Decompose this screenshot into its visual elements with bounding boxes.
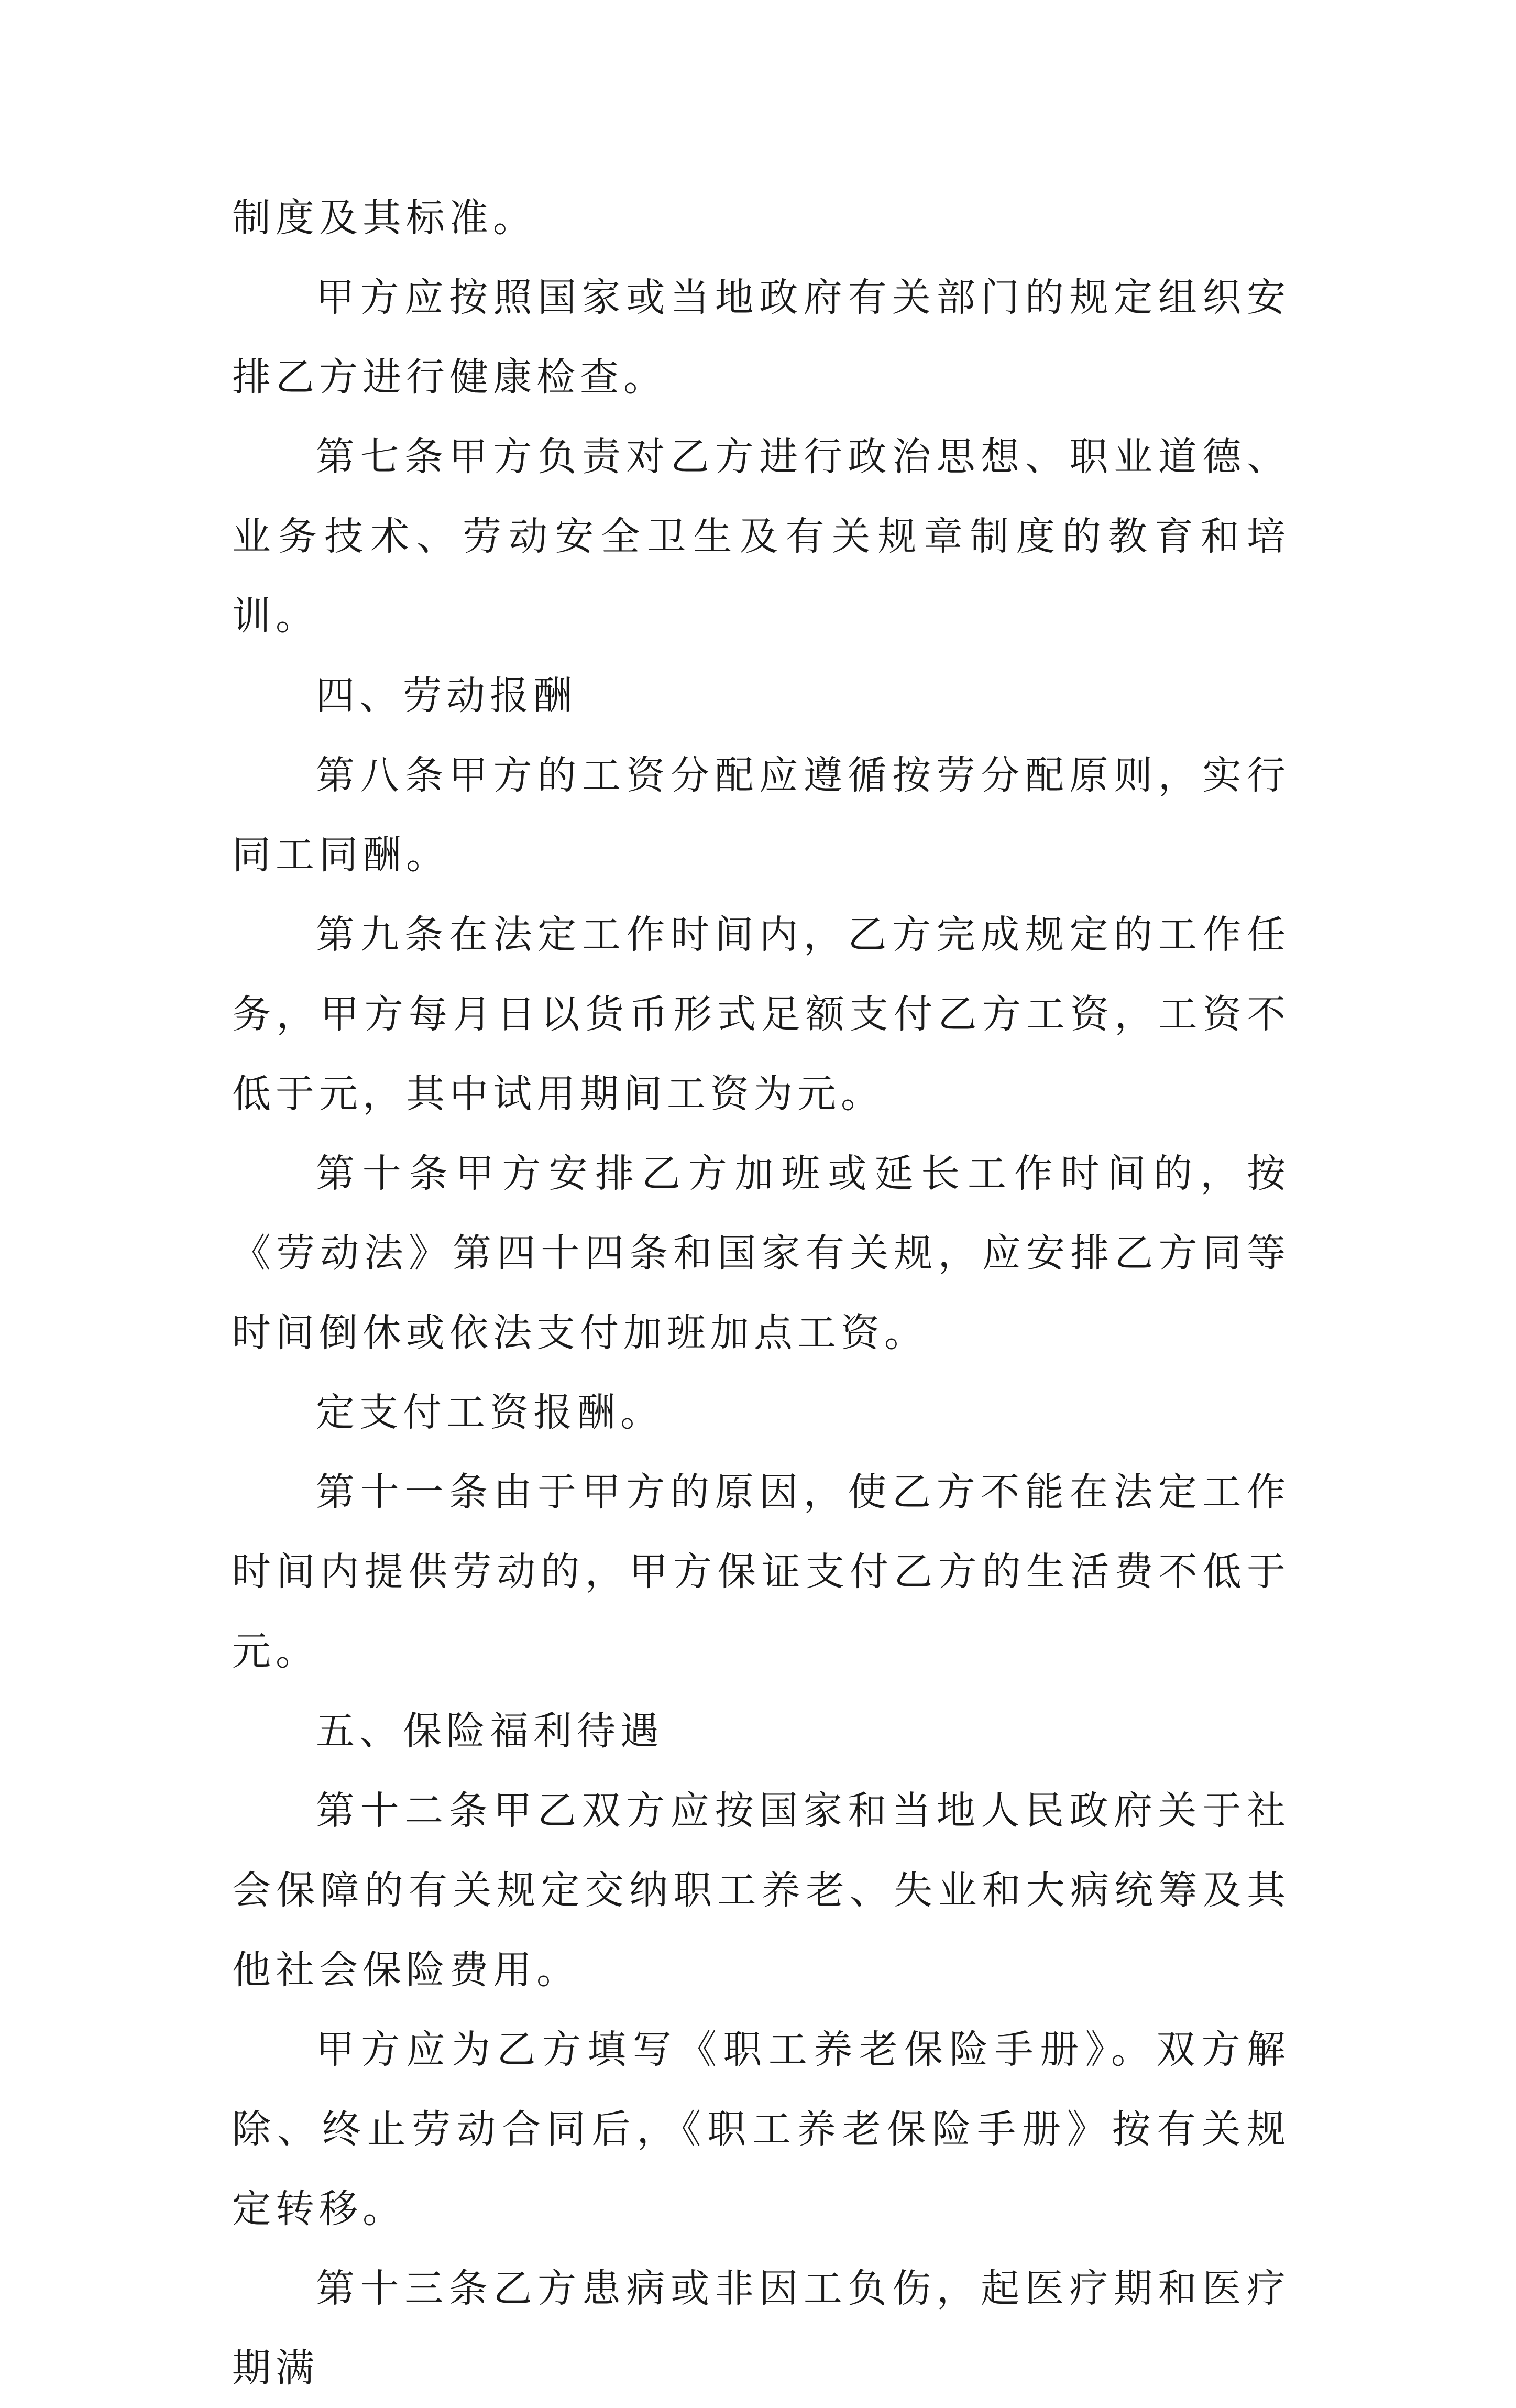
paragraph-12: 甲方应为乙方填写《职工养老保险手册》。双方解除、终止劳动合同后，《职工养老保险手册》按有关规定转移。	[232, 2027, 1290, 2231]
paragraph-13: 第十三条乙方患病或非因工负伤，起医疗期和医疗期满	[232, 2266, 1290, 2391]
paragraph-1: 制度及其标准。	[232, 195, 536, 240]
paragraph-6: 第九条在法定工作时间内，乙方完成规定的工作任务，甲方每月日以货币形式足额支付乙方工资，工资不低于元，其中试用期间工资为元。	[232, 912, 1290, 1117]
paragraph-7: 第十条甲方安排乙方加班或延长工作时间的，按《劳动法》第四十四条和国家有关规，应安排乙方同等时间倒休或依法支付加班加点工资。	[232, 1151, 1290, 1355]
section-heading-5: 五、保险福利待遇	[316, 1709, 664, 1754]
section-heading-4: 四、劳动报酬	[316, 673, 577, 718]
paragraph-2: 甲方应按照国家或当地政府有关部门的规定组织安排乙方进行健康检查。	[232, 275, 1290, 400]
paragraph-3: 第七条甲方负责对乙方进行政治思想、职业道德、业务技术、劳动安全卫生及有关规章制度的教育和培训。	[232, 434, 1290, 639]
paragraph-11: 第十二条甲乙双方应按国家和当地人民政府关于社会保障的有关规定交纳职工养老、失业和大病统筹及其他社会保险费用。	[232, 1788, 1290, 1993]
document-body	[232, 178, 1290, 2408]
paragraph-5: 第八条甲方的工资分配应遵循按劳分配原则，实行同工同酬。	[232, 753, 1290, 878]
paragraph-9: 第十一条由于甲方的原因，使乙方不能在法定工作时间内提供劳动的，甲方保证支付乙方的生活费不低于元。	[232, 1470, 1290, 1674]
paragraph-8: 定支付工资报酬。	[316, 1390, 664, 1435]
